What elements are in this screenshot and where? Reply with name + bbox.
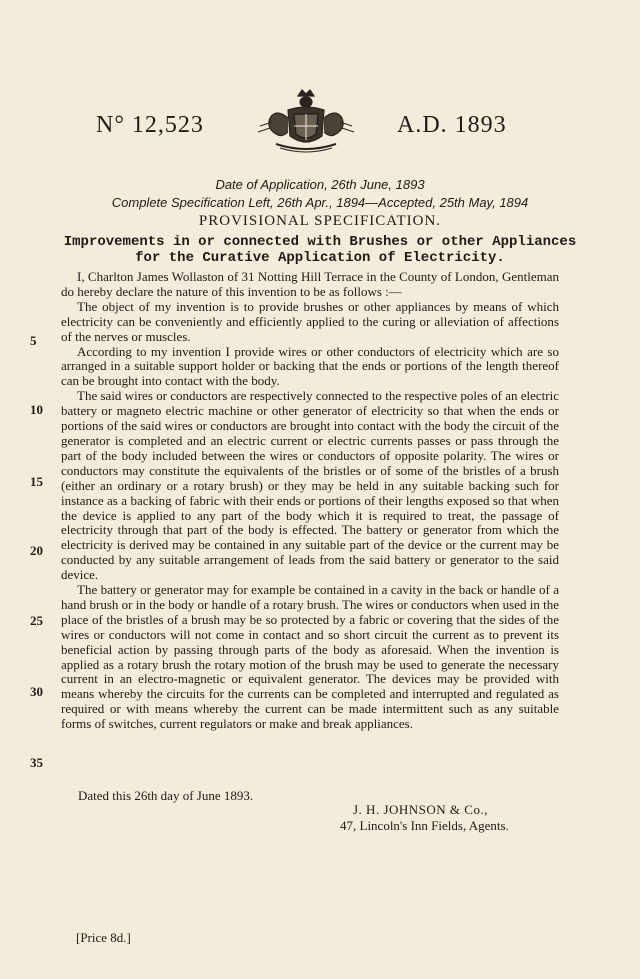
invention-title: [0, 234, 640, 266]
paragraph-declaration: I, Charlton James Wollaston of 31 Notting Hill Terrace in the County of London, Gentleman do hereby declare the nature of this invention to be as follows :—: [61, 269, 559, 299]
line-number: 35: [30, 755, 43, 770]
patent-number: N° 12,523: [96, 112, 204, 138]
line-number: 30: [30, 684, 43, 699]
paragraph-battery: The battery or generator may for example be contained in a cavity in the back or handle of a hand brush or in the body or handle of a rotary brush. The wires or conductors when used in the place of the bristles of a brush may be so protected by a fabric or covering that the sides of the wires or conductors will not come in contact and so short circuit the current as to prevent its beneficial action by passing through parts of the body as aforesaid. When the invention is applied as a rotary brush the rotary motion of the brush may be used to generate the necessary current in an electro-magnetic or equivalent generator. The devices may be provided with means whereby the circuits for the currents can be completed and interrupted and regulated as required or with means whereby the current can be made intermittent such as any suitable forms of switches, current regulators or make and break appliances.: [61, 582, 559, 732]
specification-type: PROVISIONAL SPECIFICATION.: [198, 213, 442, 229]
line-number: 25: [30, 613, 43, 628]
royal-crest-icon: [246, 88, 366, 158]
title-line-2: for the Curative Application of Electricity.: [135, 250, 505, 266]
paragraph-according: According to my invention I provide wires or other conductors of electricity which are so arranged in a suitable support holder or backing that the ends or portions of the length thereof can be brought into contact with the body.: [61, 343, 559, 389]
complete-specification-date: Complete Specification Left, 26th Apr., 1894—Accepted, 25th May, 1894: [111, 195, 529, 210]
paragraph-object: The object of my invention is to provide brushes or other appliances by means of which electricity can be conveniently and efficiently applied to the curing or alleviation of affections of the nerves or muscles.: [61, 298, 559, 344]
year: A.D. 1893: [397, 112, 507, 138]
date-of-application: Date of Application, 26th June, 1893: [215, 177, 425, 192]
dated-line: Dated this 26th day of June 1893.: [78, 788, 254, 803]
line-number: 5: [30, 333, 37, 348]
line-number: 10: [30, 402, 43, 417]
paragraph-wires: The said wires or conductors are respectively connected to the respective poles of an electric battery or magneto electric machine or other generator of electricity so that when the ends or portions of the said wires or conductors are brought into contact with the body the circuit of the generator is completed and an electric current or electric currents passes or pass through the part of the body included between the wires or conductors of opposite polarity. The wires or conductors may constitute the equivalents of the bristles or of some of the bristles of a brush (either an ordinary or a rotary brush) or they may be held in any suitable backing such for instance as a backing of fabric with their ends or portions of their lengths exposed so that when the device is applied to any part of the body which it is required to treat, the passage of electricity through that part of the body is effected. The battery or generator from which the electricity is derived may be contained in any suitable part of the device or the current may be conducted by any suitable arrangement of leads from the said battery or generator to the said device.: [61, 388, 559, 583]
header: [0, 94, 640, 164]
agent-name: J. H. JOHNSON & Co.,: [353, 802, 488, 817]
title-line-1: Improvements in or connected with Brushes or other Appliances: [63, 234, 577, 250]
line-number: 15: [30, 474, 43, 489]
line-number: 20: [30, 543, 43, 558]
price-label: [Price 8d.]: [76, 930, 131, 945]
application-dates: [0, 176, 640, 212]
specification-body: [61, 270, 559, 732]
agent-address: 47, Lincoln's Inn Fields, Agents.: [340, 818, 509, 833]
